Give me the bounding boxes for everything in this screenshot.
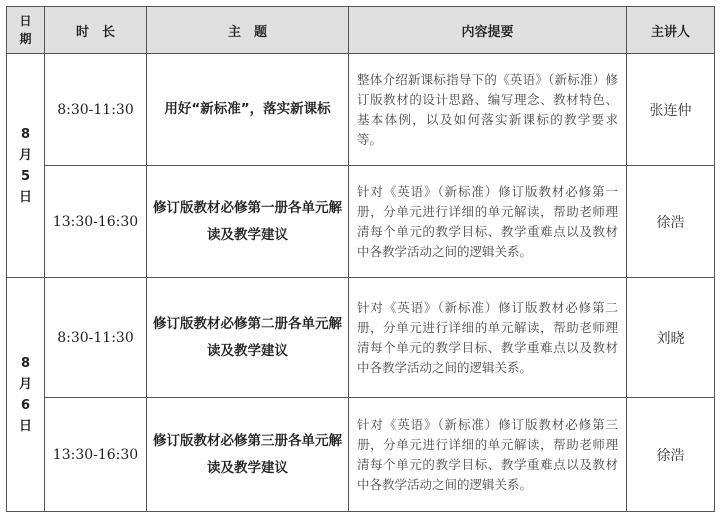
speaker-cell: 徐浩: [627, 398, 715, 512]
date-char: 8: [20, 126, 31, 142]
date-cell-day2: [7, 278, 45, 512]
speaker-cell: 张连仲: [627, 54, 715, 166]
header-speaker: 主讲人: [627, 7, 715, 54]
date-char: 6: [20, 397, 31, 413]
header-time: 时 长: [45, 7, 147, 54]
table-row: [7, 166, 715, 278]
speaker-cell: 徐浩: [627, 166, 715, 278]
summary-cell: 针对《英语》（新标准）修订版教材必修第三册，分单元进行详细的单元解读，帮助老师理清每个单元的教学目标、教学重难点以及教材中各教学活动之间的逻辑关系。: [349, 398, 627, 512]
header-date-char: 期: [19, 32, 32, 46]
date-char: 日: [18, 189, 32, 205]
table-row: [7, 398, 715, 512]
speaker-cell: 刘晓: [627, 278, 715, 398]
header-summary: 内容提要: [349, 7, 627, 54]
topic-cell: 修订版教材必修第三册各单元解读及教学建议: [147, 398, 349, 512]
topic-cell: 修订版教材必修第一册各单元解读及教学建议: [147, 166, 349, 278]
date-char: 日: [18, 418, 32, 434]
time-cell: 13:30-16:30: [45, 166, 147, 278]
time-cell: 13:30-16:30: [45, 398, 147, 512]
summary-cell: 针对《英语》（新标准）修订版教材必修第一册，分单元进行详细的单元解读，帮助老师理清每个单元的教学目标、教学重难点以及教材中各教学活动之间的逻辑关系。: [349, 166, 627, 278]
time-cell: 8:30-11:30: [45, 278, 147, 398]
table-row: [7, 54, 715, 166]
table-row: [7, 278, 715, 398]
summary-cell: 整体介绍新课标指导下的《英语》（新标准）修订版教材的设计思路、编写理念、教材特色、基本体例，以及如何落实新课标的教学要求等。: [349, 54, 627, 166]
date-char: 月: [18, 376, 32, 392]
header-date-char: 日: [19, 14, 32, 28]
summary-cell: 针对《英语》（新标准）修订版教材必修第二册，分单元进行详细的单元解读，帮助老师理清每个单元的教学目标、教学重难点以及教材中各教学活动之间的逻辑关系。: [349, 278, 627, 398]
topic-cell: 修订版教材必修第二册各单元解读及教学建议: [147, 278, 349, 398]
date-char: 月: [18, 147, 32, 163]
header-date: [7, 7, 45, 54]
date-char: 5: [20, 168, 31, 184]
schedule-document: [6, 6, 715, 512]
header-row: [7, 7, 715, 54]
date-char: 8: [20, 355, 31, 371]
topic-cell: 用好“新标准”，落实新课标: [147, 54, 349, 166]
date-cell-day1: [7, 54, 45, 278]
header-topic: 主 题: [147, 7, 349, 54]
time-cell: 8:30-11:30: [45, 54, 147, 166]
schedule-table: [6, 6, 715, 512]
